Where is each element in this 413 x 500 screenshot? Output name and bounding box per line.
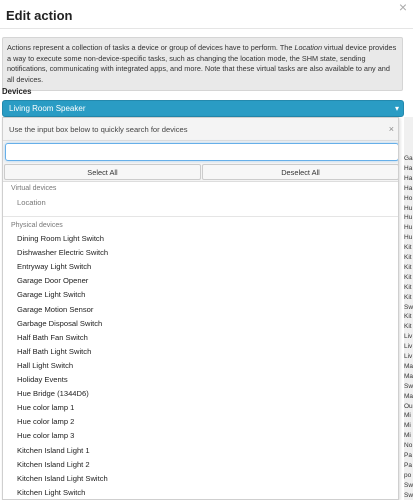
devices-selected-value: Living Room Speaker [9,104,86,113]
background-text-fragment: Kit [404,323,412,331]
background-text-fragment: Ma [404,362,413,370]
background-text-fragment: Kit [404,244,412,252]
search-row [3,141,398,163]
select-all-button[interactable]: Select All [4,164,201,180]
close-icon[interactable]: × [398,0,407,15]
device-option[interactable]: Hue color lamp 3 [17,431,75,441]
virtual-device-location[interactable]: Location [17,198,46,207]
background-text-fragment: Pa [404,452,412,459]
virtual-devices-label: Virtual devices [11,185,57,192]
background-text-fragment: Kit [404,273,412,281]
background-text-fragment: Hu [404,224,413,232]
background-text-fragment: Kit [404,283,412,291]
background-text-fragment: po [404,471,412,479]
device-option[interactable]: Hall Light Switch [17,360,74,370]
background-text-fragment: Ma [404,372,413,380]
dropdown-header [3,118,398,141]
group-separator [3,216,398,217]
background-text-fragment: No [404,442,413,450]
device-option[interactable]: Dining Room Light Switch [17,234,104,243]
background-text-fragment: Liv [404,343,413,351]
background-text-fragment: Mi [404,422,411,430]
device-option[interactable]: Half Bath Light Switch [17,346,92,356]
background-text-fragment: Ha [404,184,413,192]
devices-select[interactable] [2,100,404,117]
background-text-fragment: Kit [404,254,412,261]
device-option[interactable]: Garage Motion Sensor [17,304,94,314]
device-option[interactable]: Kitchen Light Switch [17,487,86,497]
background-text-fragment: Mi [404,412,411,420]
bulk-buttons [3,163,398,182]
device-option[interactable]: Holiday Events [17,375,68,384]
background-text-fragment: Ou [404,402,413,410]
background-text-fragment: Ho [404,194,413,202]
device-option[interactable]: Dishwasher Electric Switch [17,248,109,258]
background-text-fragment: Kit [404,263,412,271]
info-text-1: Actions represent a collection of tasks a device or group of devices have to perform. The [7,43,295,52]
devices-label: Devices [2,87,32,96]
physical-devices-label: Physical devices [11,222,63,229]
background-text-fragment: Sw [404,481,413,489]
modal-title: Edit action [6,8,73,23]
dropdown-close-icon[interactable]: × [388,124,394,134]
device-option[interactable]: Garage Door Opener [17,276,89,286]
device-option[interactable]: Garbage Disposal Switch [17,318,103,328]
device-option[interactable]: Kitchen Island Light 2 [17,459,90,469]
background-text-fragment: Liv [404,333,413,341]
background-text-fragment: Hu [404,204,413,212]
devices-dropdown [2,117,399,500]
background-text-fragment: Kit [404,313,412,321]
device-option[interactable]: Hue color lamp 2 [17,417,75,427]
background-text-fragment: Sw [404,303,413,311]
background-text-fragment: Mi [404,432,411,440]
device-option[interactable]: Hue color lamp 1 [17,403,75,413]
background-device-column [404,117,413,500]
device-option[interactable]: Entryway Light Switch [17,262,92,272]
device-option[interactable]: Kitchen Island Light 1 [17,445,90,455]
background-text-fragment: Pa [404,461,412,469]
device-option[interactable]: Half Bath Fan Switch [17,332,88,342]
chevron-down-icon[interactable]: ▾ [394,104,399,113]
device-option[interactable]: Garage Light Switch [17,290,86,300]
deselect-all-button[interactable]: Deselect All [202,164,399,180]
device-option[interactable]: Kitchen Island Light Switch [17,473,108,483]
background-text-fragment: Ma [404,392,413,400]
info-text-2: virtual device provides a way to execute some non-device-specific tasks, such as changing the location mode, the SHM state, sending notifications, communicating with integrated apps, and more. Note that these virtual tasks are also available to any and all devices. [7,43,397,84]
background-text-fragment: Hu [404,214,413,222]
background-text-fragment: Hu [404,234,413,242]
background-text-fragment: Sw [404,491,413,499]
background-text-fragment: Kit [404,293,412,301]
background-text-fragment: Ha [404,174,413,182]
background-text-fragment: Ga [404,155,413,162]
background-text-fragment: Ha [404,164,413,172]
device-option[interactable]: Hue Bridge (1344D6) [17,389,89,399]
info-box [2,37,403,91]
background-text-fragment: Liv [404,353,413,360]
info-location-term: Location [294,43,323,52]
device-search-input[interactable] [5,143,399,161]
header-divider [0,28,413,29]
dropdown-hint: Use the input box below to quickly search for devices [9,125,188,134]
background-text-fragment: Sw [404,382,413,390]
